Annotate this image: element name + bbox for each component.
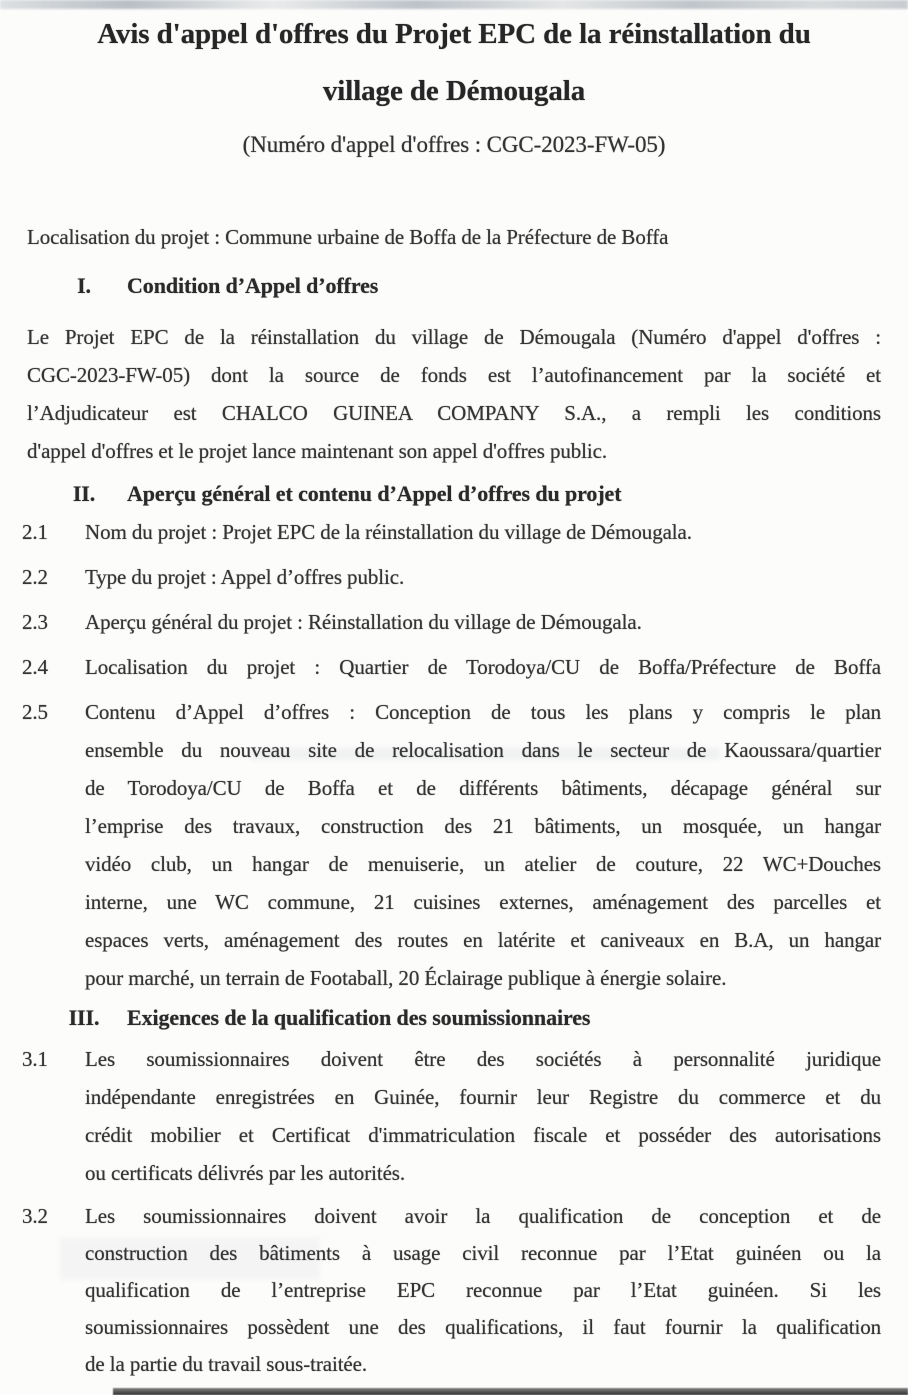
paragraph-line: de Torodoya/CU de Boffa et de différents bâtiments, décapage général sur	[85, 776, 881, 800]
paragraph-line: construction des bâtiments à usage civil reconnue par l’Etat guinéen ou la	[85, 1241, 881, 1265]
clause-number: 2.1	[22, 520, 48, 544]
clause-2-4	[22, 648, 881, 686]
paragraph-line: Aperçu général du projet : Réinstallation du village de Démougala.	[85, 610, 642, 634]
paragraph-line: ou certificats délivrés par les autorités.	[85, 1161, 406, 1185]
paragraph-line: d'appel d'offres et le projet lance maintenant son appel d'offres public.	[27, 439, 607, 463]
paragraph-line: CGC-2023-FW-05) dont la source de fonds est l’autofinancement par la société et	[27, 363, 881, 387]
paragraph-line: interne, une WC commune, 21 cuisines externes, aménagement des parcelles et	[85, 890, 881, 914]
clause-2-3	[22, 603, 881, 641]
clause-2-1	[22, 513, 881, 551]
paragraph-line: Le Projet EPC de la réinstallation du village de Démougala (Numéro d'appel d'offres :	[27, 325, 881, 349]
paragraph-line: l’Adjudicateur est CHALCO GUINEA COMPANY S.A., a rempli les conditions	[27, 401, 881, 425]
clause-number: 3.1	[22, 1047, 48, 1071]
paragraph-line: vidéo club, un hangar de menuiserie, un atelier de couture, 22 WC+Douches	[85, 852, 881, 876]
paragraph-line: Les soumissionnaires doivent être des sociétés à personnalité juridique	[85, 1047, 881, 1071]
title-line-1: Avis d'appel d'offres du Projet EPC de la réinstallation du	[97, 18, 811, 50]
section-3-heading-label: Exigences de la qualification des soumissionnaires	[127, 1005, 591, 1030]
paragraph-line: de la partie du travail sous-traitée.	[85, 1352, 368, 1376]
scan-artifact-bottom-bar	[113, 1388, 908, 1395]
paragraph-line: Localisation du projet : Quartier de Torodoya/CU de Boffa/Préfecture de Boffa	[85, 655, 881, 679]
clause-number: 2.2	[22, 565, 48, 589]
paragraph-line: espaces verts, aménagement des routes en latérite et caniveaux en B.A, un hangar	[85, 928, 881, 952]
paragraph-line: Les soumissionnaires doivent avoir la qualification de conception et de	[85, 1204, 881, 1228]
paragraph-line: pour marché, un terrain de Footaball, 20 Éclairage publique à énergie solaire.	[85, 966, 727, 990]
section-3-heading	[0, 1002, 908, 1034]
clause-number: 2.4	[22, 655, 48, 679]
section-2-numeral: II.	[72, 481, 96, 506]
clause-text	[85, 693, 881, 997]
section-2-heading-label: Aperçu général et contenu d’Appel d’offres du projet	[127, 481, 622, 506]
clause-2-5	[22, 693, 881, 997]
clause-text	[85, 1040, 881, 1192]
paragraph-line: l’emprise des travaux, construction des 21 bâtiments, un mosquée, un hangar	[85, 814, 881, 838]
paragraph-line: Contenu d’Appel d’offres : Conception de tous les plans y compris le plan	[85, 700, 881, 724]
clause-2-2	[22, 558, 881, 596]
section-1-numeral: I.	[77, 273, 91, 298]
paragraph-line: indépendante enregistrées en Guinée, fournir leur Registre du commerce et du	[85, 1085, 881, 1109]
clause-number: 2.3	[22, 610, 48, 634]
clause-text	[85, 558, 881, 596]
paragraph-line: soumissionnaires possèdent une des qualifications, il faut fournir la qualification	[85, 1315, 881, 1339]
project-location-line: Localisation du projet : Commune urbaine de Boffa de la Préfecture de Boffa	[27, 225, 669, 249]
section-1-heading	[0, 270, 908, 302]
section-3-numeral: III.	[68, 1005, 100, 1030]
paragraph-line: ensemble du nouveau site de relocalisation dans le secteur de Kaoussara/quartier	[85, 738, 881, 762]
section-2-heading	[0, 478, 908, 510]
clause-text	[85, 603, 881, 641]
document-title	[0, 6, 908, 120]
paragraph-line: Nom du projet : Projet EPC de la réinstallation du village de Démougala.	[85, 520, 692, 544]
section-1-heading-label: Condition d’Appel d’offres	[127, 273, 379, 298]
tender-number-subtitle: (Numéro d'appel d'offres : CGC-2023-FW-05)	[242, 132, 666, 157]
clause-3-1	[22, 1040, 881, 1192]
clause-text	[85, 648, 881, 686]
clause-3-2	[22, 1198, 881, 1383]
clause-number: 3.2	[22, 1204, 48, 1228]
clause-text	[85, 513, 881, 551]
paragraph-line: Type du projet : Appel d’offres public.	[85, 565, 405, 589]
section-1-paragraph	[27, 318, 881, 470]
clause-text	[85, 1198, 881, 1383]
paragraph-line: qualification de l’entreprise EPC reconnue par l’Etat guinéen. Si les	[85, 1278, 881, 1302]
paragraph-line: crédit mobilier et Certificat d'immatriculation fiscale et posséder des autorisations	[85, 1123, 881, 1147]
title-line-2: village de Démougala	[322, 75, 586, 107]
clause-number: 2.5	[22, 700, 48, 724]
